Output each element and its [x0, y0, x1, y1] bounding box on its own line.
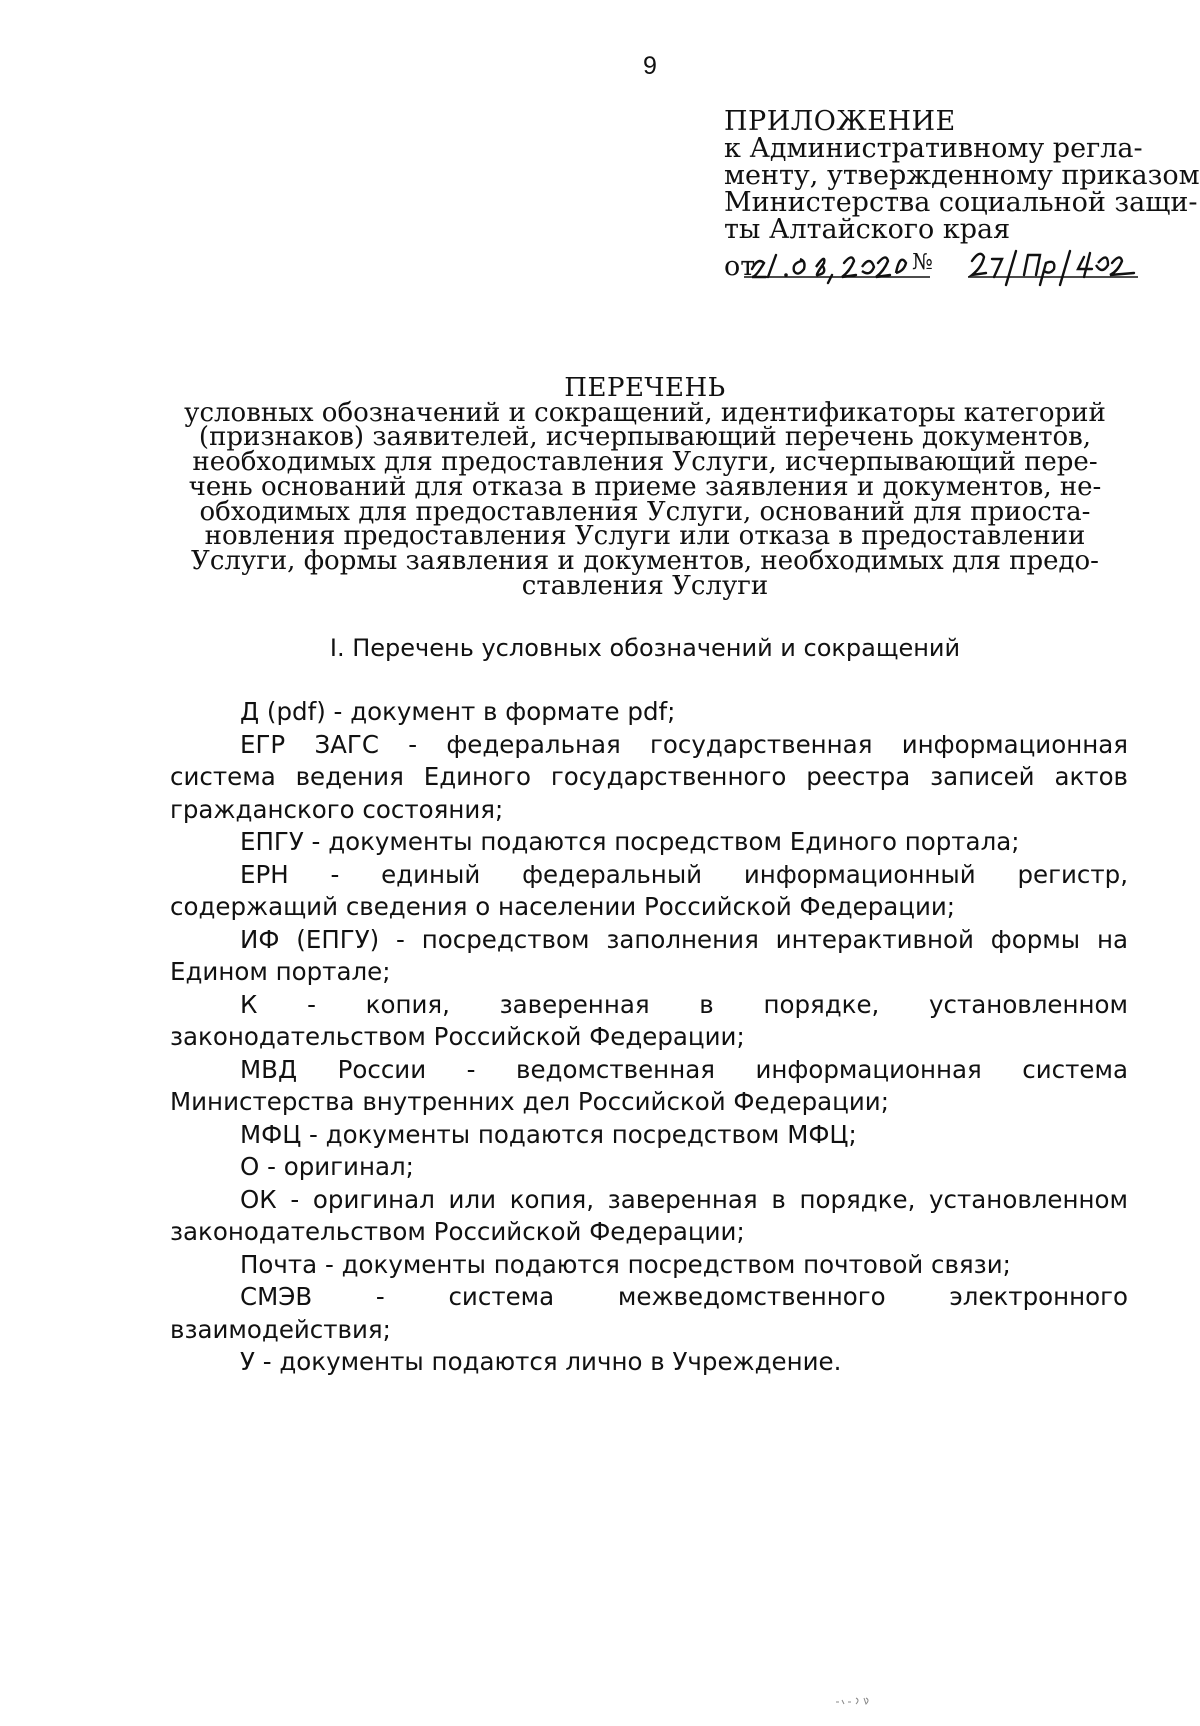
abbreviation-list — [170, 696, 1128, 1379]
title-line: условных обозначений и сокращений, идентификаторы категорий — [184, 397, 1106, 428]
annex-line: к Административному регла- — [724, 133, 1143, 164]
abbreviation-item: К - копия, заверенная в порядке, установленном законодательством Российской Федерации; — [170, 989, 1128, 1051]
document-title-block — [170, 373, 1120, 601]
handwritten-date-and-number — [740, 239, 1140, 289]
title-line: необходимых для предоставления Услуги, исчерпывающий пере- — [192, 447, 1098, 478]
scan-artifact — [832, 1690, 882, 1710]
abbreviation-item: ЕГР ЗАГС - федеральная государственная информационная система ведения Единого государственного реестра записей актов гражданского состояния; — [170, 729, 1128, 824]
title-line: обходимых для предоставления Услуги, оснований для приоста- — [199, 496, 1091, 527]
abbreviation-item: ИФ (ЕПГУ) - посредством заполнения интерактивной формы на Едином портале; — [170, 924, 1128, 986]
annex-line: ты Алтайского края — [724, 214, 1011, 245]
title-line: (признаков) заявителей, исчерпывающий перечень документов, — [198, 422, 1092, 453]
title-line: новления предоставления Услуги или отказа в предоставлении — [204, 521, 1086, 552]
annex-line: Министерства социальной защи- — [724, 187, 1198, 218]
annex-line: менту, утвержденному приказом — [724, 160, 1200, 191]
abbreviation-item: ОК - оригинал или копия, заверенная в порядке, установленном законодательством Российской Федерации; — [170, 1184, 1128, 1246]
document-title: ПЕРЕЧЕНЬ — [564, 373, 726, 403]
abbreviation-item: ЕРН - единый федеральный информационный регистр, содержащий сведения о населении Российской Федерации; — [170, 859, 1128, 921]
abbreviation-item: Д (pdf) - документ в формате pdf; — [240, 697, 676, 726]
annex-date-line — [724, 249, 1132, 289]
annex-title: ПРИЛОЖЕНИЕ — [724, 106, 956, 137]
title-line: Услуги, формы заявления и документов, необходимых для предо- — [191, 545, 1099, 576]
svg-text:№: № — [912, 250, 933, 275]
abbreviation-item: МВД России - ведомственная информационная система Министерства внутренних дел Российской Федерации; — [170, 1054, 1128, 1116]
abbreviation-item: Почта - документы подаются посредством почтовой связи; — [240, 1249, 1011, 1279]
section-heading: I. Перечень условных обозначений и сокращений — [329, 634, 961, 662]
page-number: 9 — [643, 52, 657, 80]
abbreviation-item: СМЭВ - система межведомственного электронного взаимодействия; — [170, 1282, 1128, 1344]
title-line: чень оснований для отказа в приеме заявления и документов, не- — [188, 471, 1102, 502]
date-prefix: от — [724, 251, 756, 282]
abbreviation-item: О - оригинал; — [240, 1152, 414, 1181]
abbreviation-item: У - документы подаются лично в Учреждение. — [240, 1347, 842, 1376]
title-line: ставления Услуги — [521, 570, 769, 601]
annex-block — [724, 106, 1200, 289]
abbreviation-item: МФЦ - документы подаются посредством МФЦ; — [240, 1119, 857, 1149]
abbreviation-item: ЕПГУ - документы подаются посредством Единого портала; — [240, 827, 1020, 856]
